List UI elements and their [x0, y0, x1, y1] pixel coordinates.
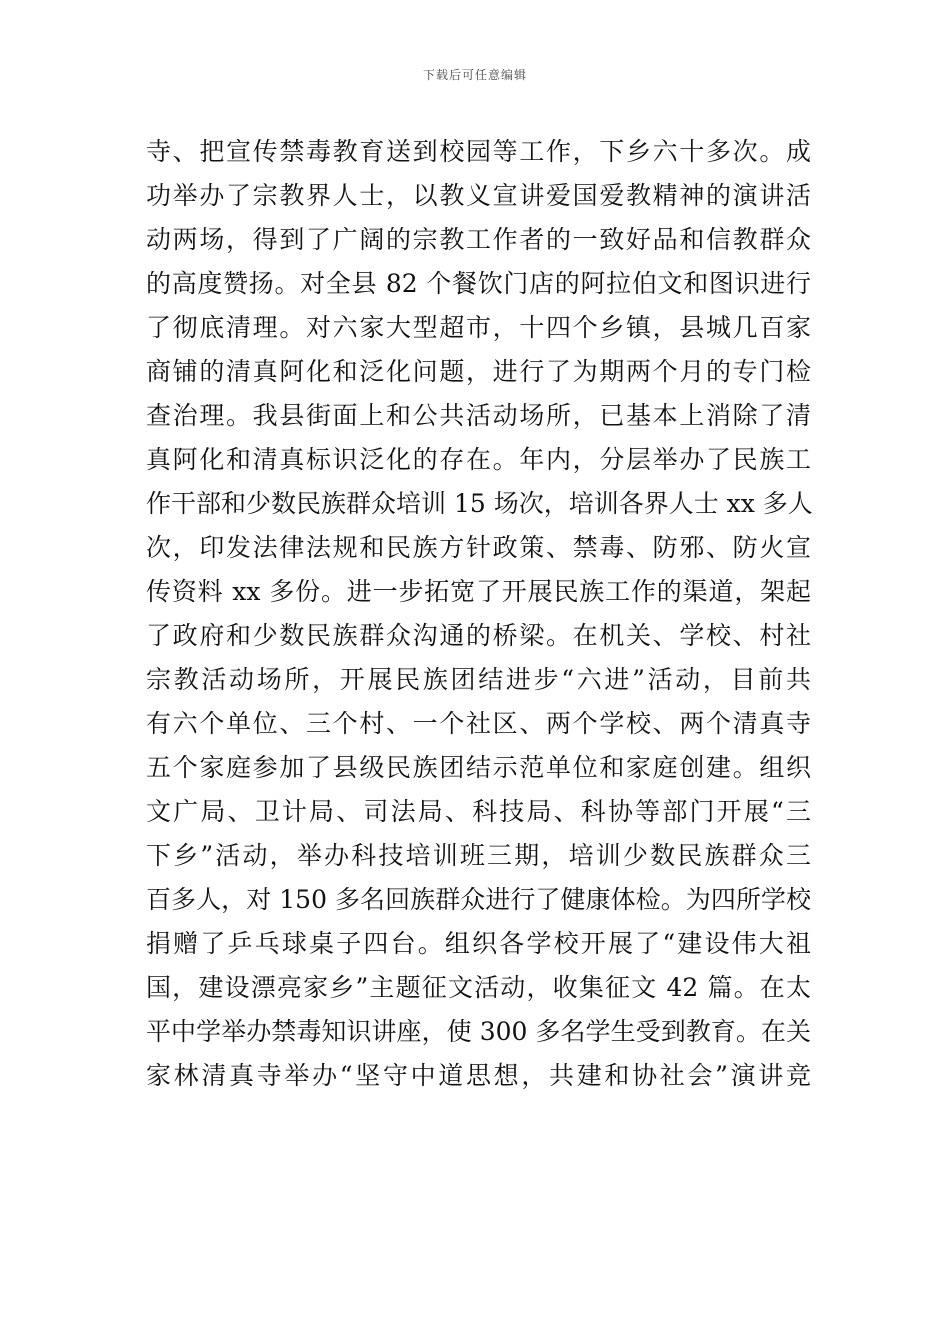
- text-line: 宗教活动场所，开展民族团结进步“六进”活动，目前共: [146, 665, 811, 694]
- text-line: 百多人，对 150 多名回族群众进行了健康体检。为四所学校: [146, 885, 811, 914]
- text-line: 了政府和少数民族群众沟通的桥梁。在机关、学校、村社: [146, 621, 811, 650]
- text-line: 动两场，得到了广阔的宗教工作者的一致好品和信教群众: [146, 225, 811, 254]
- text-line: 文广局、卫计局、司法局、科技局、科协等部门开展“三: [146, 797, 811, 826]
- text-line: 家林清真寺举办“坚守中道思想，共建和协社会”演讲竞: [146, 1061, 811, 1090]
- text-line: 国，建设漂亮家乡”主题征文活动，收集征文 42 篇。在太: [146, 973, 811, 1002]
- body-text: [146, 130, 811, 1098]
- text-line: 的高度赞扬。对全县 82 个餐饮门店的阿拉伯文和图识进行: [146, 269, 811, 298]
- text-line: 作干部和少数民族群众培训 15 场次，培训各界人士 xx 多人: [146, 489, 813, 518]
- text-line: 功举办了宗教界人士，以教义宣讲爱国爱教精神的演讲活: [146, 181, 811, 210]
- text-line: 五个家庭参加了县级民族团结示范单位和家庭创建。组织: [146, 753, 811, 782]
- text-line: 下乡”活动，举办科技培训班三期，培训少数民族群众三: [146, 841, 811, 870]
- text-line: 平中学举办禁毒知识讲座，使 300 多名学生受到教育。在关: [146, 1017, 811, 1046]
- text-line: 次，印发法律法规和民族方针政策、禁毒、防邪、防火宣: [146, 533, 811, 562]
- text-line: 商铺的清真阿化和泛化问题，进行了为期两个月的专门检: [146, 357, 811, 386]
- text-line: 有六个单位、三个村、一个社区、两个学校、两个清真寺: [146, 709, 811, 738]
- text-line: 真阿化和清真标识泛化的存在。年内，分层举办了民族工: [146, 445, 811, 474]
- text-line: 捐赠了乒乓球桌子四台。组织各学校开展了“建设伟大祖: [146, 929, 811, 958]
- text-line: 查治理。我县街面上和公共活动场所，已基本上消除了清: [146, 401, 811, 430]
- text-line: 寺、把宣传禁毒教育送到校园等工作，下乡六十多次。成: [146, 137, 811, 166]
- text-line: 了彻底清理。对六家大型超市，十四个乡镇，县城几百家: [146, 313, 811, 342]
- page-header: 下载后可任意编辑: [422, 68, 527, 82]
- text-line: 传资料 xx 多份。进一步拓宽了开展民族工作的渠道，架起: [146, 577, 811, 606]
